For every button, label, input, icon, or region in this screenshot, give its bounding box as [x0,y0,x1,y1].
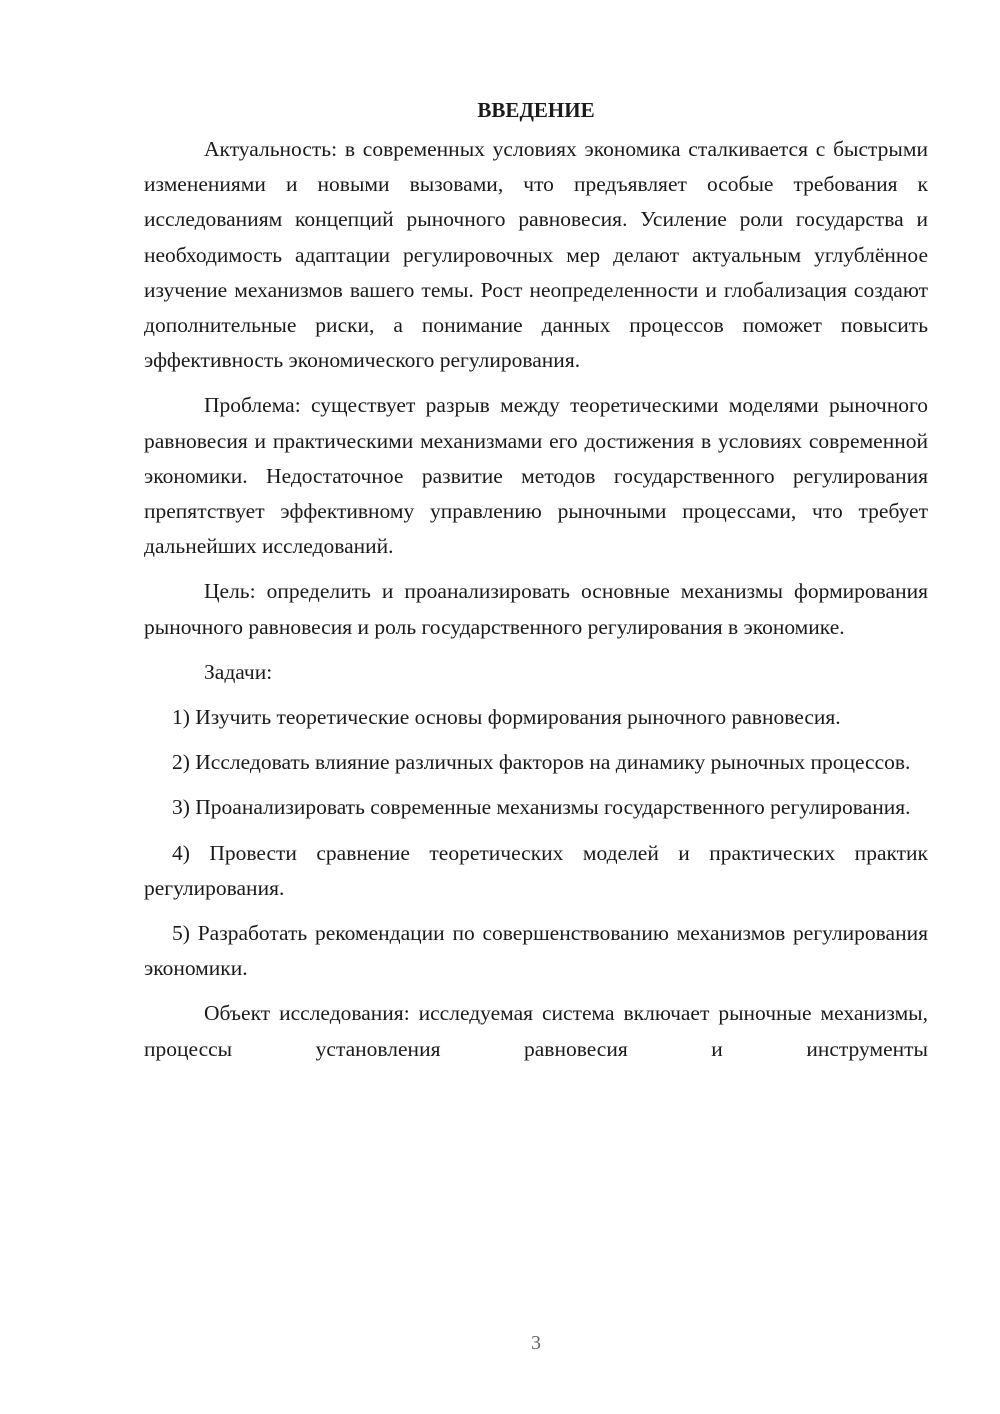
tasks-label: Задачи: [204,659,273,684]
list-item: 3) Проанализировать современные механизмы государственного регулирования. [172,795,911,820]
list-item: 5) Разработать рекомендации по совершенствованию механизмов регулирования экономики. [144,921,928,981]
list-item: 4) Провести сравнение теоретических моделей и практических практик регулирования. [144,840,928,900]
page-title: ВВЕДЕНИЕ [477,98,595,122]
paragraph-relevance: Актуальность: в современных условиях экономика сталкивается с быстрыми изменениями и новыми вызовами, что предъявляет особые требования к исследованиям концепций рыночного равновесия. Усиление роли государства и необходимость адаптации регулировочных мер делают актуальным углублённое изучение механизмов вашего темы. Рост неопределенности и глобализация создают дополнительные риски, а понимание данных процессов поможет повысить эффективность экономического регулирования. [144,137,928,373]
page-number: 3 [531,1332,541,1354]
tasks-list [144,700,928,986]
list-item: 1) Изучить теоретические основы формирования рыночного равновесия. [172,705,841,730]
list-item: 2) Исследовать влияние различных факторов на динамику рыночных процессов. [172,750,911,775]
paragraph-problem: Проблема: существует разрыв между теоретическими моделями рыночного равновесия и практическими механизмами его достижения в условиях современной экономики. Недостаточное развитие методов государственного регулирования препятствует эффективному управлению рыночными процессами, что требует дальнейших исследований. [144,393,928,559]
paragraph-goal: Цель: определить и проанализировать основные механизмы формирования рыночного равновесия и роль государственного регулирования в экономике. [144,579,928,639]
paragraph-object: Объект исследования: исследуемая система включает рыночные механизмы, процессы установления равновесия и инструменты [144,1001,928,1061]
document-page [144,92,928,1077]
